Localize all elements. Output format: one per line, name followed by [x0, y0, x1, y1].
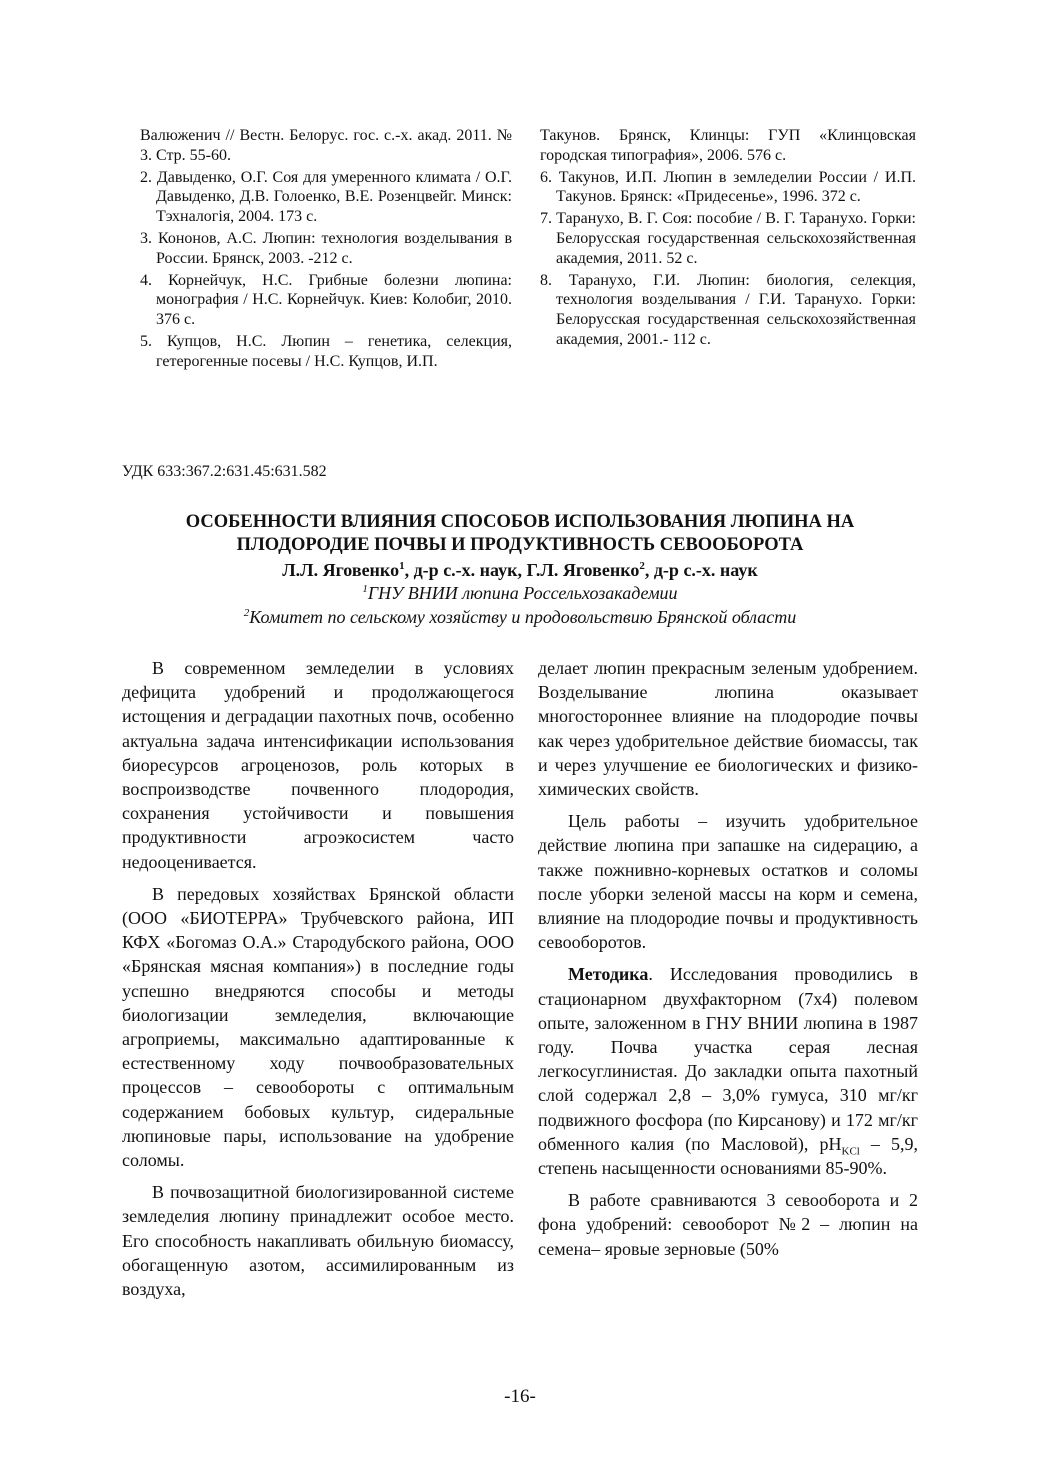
- body-paragraph: Цель работы – изучить удобрительное действие люпина при запашке на сидерацию, а также пожнивно-корневых остатков и соломы после уборки зеленой массы на корм и семена, влияние на плодородие почвы и продуктивность севооборотов.: [538, 811, 918, 953]
- article-title: [110, 511, 930, 557]
- ph-subscript: KCl: [841, 1145, 860, 1158]
- reference-item: Такунов. Брянск, Клинцы: ГУП «Клинцовская городская типография», 2006. 576 с.: [540, 127, 916, 164]
- udk-code: УДК 633:367.2:631.45:631.582: [122, 463, 327, 480]
- affiliation-2: [110, 606, 930, 629]
- affiliation-2-text: Комитет по сельскому хозяйству и продовольствию Брянской области: [249, 607, 797, 627]
- references-right: [540, 126, 916, 352]
- body-left-column: [122, 656, 514, 1309]
- author-1-name: Л.Л. Яговенко: [282, 560, 400, 580]
- reference-item: 4. Корнейчук, Н.С. Грибные болезни люпина: монография / Н.С. Корнейчук. Киев: Колобиг, 2010. 376 с.: [140, 271, 512, 329]
- author-2-name: Г.Л. Яговенко: [526, 560, 640, 580]
- reference-item: Валюженич // Вестн. Белорус. гос. с.-х. акад. 2011. № 3. Стр. 55-60.: [140, 127, 512, 164]
- affiliation-2-sup: 2: [243, 607, 250, 619]
- title-line-1: ОСОБЕННОСТИ ВЛИЯНИЯ СПОСОБОВ ИСПОЛЬЗОВАНИЯ ЛЮПИНА НА: [185, 512, 855, 532]
- body-paragraph: В современном земледелии в условиях дефицита удобрений и продолжающегося истощения и деградации пахотных почв, особенно актуальна задача интенсификации использования биоресурсов агроценозов, роль которых в воспроизводстве почвенного плодородия, сохранения устойчивости и повышения продуктивности агроэкосистем часто недооценивается.: [122, 658, 514, 872]
- reference-item: 7. Таранухо, В. Г. Соя: пособие / В. Г. Таранухо. Горки: Белорусская государственная сельскохозяйственная академия, 2011. 52 с.: [540, 210, 916, 267]
- reference-item: 8. Таранухо, Г.И. Люпин: биология, селекция, технология возделывания / Г.И. Таранухо. Горки: Белорусская государственная сельскохозяйственная академия, 2001.- 112 с.: [540, 271, 916, 348]
- methods-text-b: – 5,9, степень насыщенности основаниями 85-90%.: [538, 1133, 919, 1179]
- reference-item: 6. Такунов, И.П. Люпин в земледелии России / И.П. Такунов. Брянск: «Придесенье», 1996. 372 с.: [540, 168, 916, 206]
- methods-heading: Методика: [568, 964, 649, 985]
- body-paragraph: В почвозащитной биологизированной системе земледелия люпину принадлежит особое место. Его способность накапливать обильную биомассу, обогащенную азотом, ассимилированным из воздуха,: [122, 1182, 514, 1300]
- body-right-column: [538, 656, 918, 1269]
- affiliation-1-sup: 1: [362, 583, 368, 595]
- reference-item: 5. Купцов, Н.С. Люпин – генетика, селекция, гетерогенные посевы / Н.С. Купцов, И.П.: [140, 332, 512, 370]
- body-paragraph: делает люпин прекрасным зеленым удобрением. Возделывание люпина оказывает многостороннее влияние на плодородие почвы как через удобрительное действие биомассы, так и через улучшение ее биологических и физико-химических свойств.: [538, 658, 918, 800]
- methods-text-a: . Исследования проводились в стационарном двухфакторном (7х4) полевом опыте, заложенном в ГНУ ВНИИ люпина в 1987 году. Почва участка серая лесная легкосуглинистая. До закладки опыта пахотный слой содержал 2,8 – 3,0% гумуса, 310 мг/кг подвижного фосфора (по Кирсанову) и 172 мг/кг обменного калия (по Масловой), pH: [538, 964, 918, 1154]
- body-paragraph: В передовых хозяйствах Брянской области (ООО «БИОТЕРРА» Трубчевского района, ИП КФХ «Богомаз О.А.» Стародубского района, ООО «Брянская мясная компания») в последние годы успешно внедряются способы и методы биологизации земледелия, включающие агроприемы, максимально адаптированные к естественному ходу почвообразовательных процессов – севообороты с оптимальным содержанием бобовых культур, сидеральные люпиновые пары, использование на удобрение соломы.: [122, 883, 514, 1171]
- reference-item: 3. Кононов, А.С. Люпин: технология возделывания в России. Брянск, 2003. -212 с.: [140, 229, 512, 267]
- author-2-sup: 2: [639, 560, 645, 572]
- page-number: -16-: [504, 1386, 536, 1407]
- body-paragraph: В работе сравниваются 3 севооборота и 2 фона удобрений: севооборот №2 – люпин на семена– яровые зерновые (50%: [538, 1190, 918, 1259]
- author-2-degree: , д-р с.-х. наук: [644, 560, 758, 580]
- references-left: [140, 126, 512, 374]
- affiliation-1: [110, 582, 930, 605]
- reference-item: 2. Давыденко, О.Г. Соя для умеренного климата / О.Г. Давыденко, Д.В. Голоенко, В.Е. Розенцвейг. Минск: Тэхналогія, 2004. 173 с.: [140, 168, 512, 226]
- authors-line: [110, 559, 930, 582]
- author-1-degree: , д-р с.-х. наук,: [404, 560, 527, 580]
- author-1-sup: 1: [399, 560, 405, 572]
- affiliation-1-text: ГНУ ВНИИ люпина Россельхозакадемии: [367, 583, 678, 603]
- title-line-2: ПЛОДОРОДИЕ ПОЧВЫ И ПРОДУКТИВНОСТЬ СЕВООБОРОТА: [236, 535, 804, 555]
- body-paragraph-methods: [538, 962, 918, 1180]
